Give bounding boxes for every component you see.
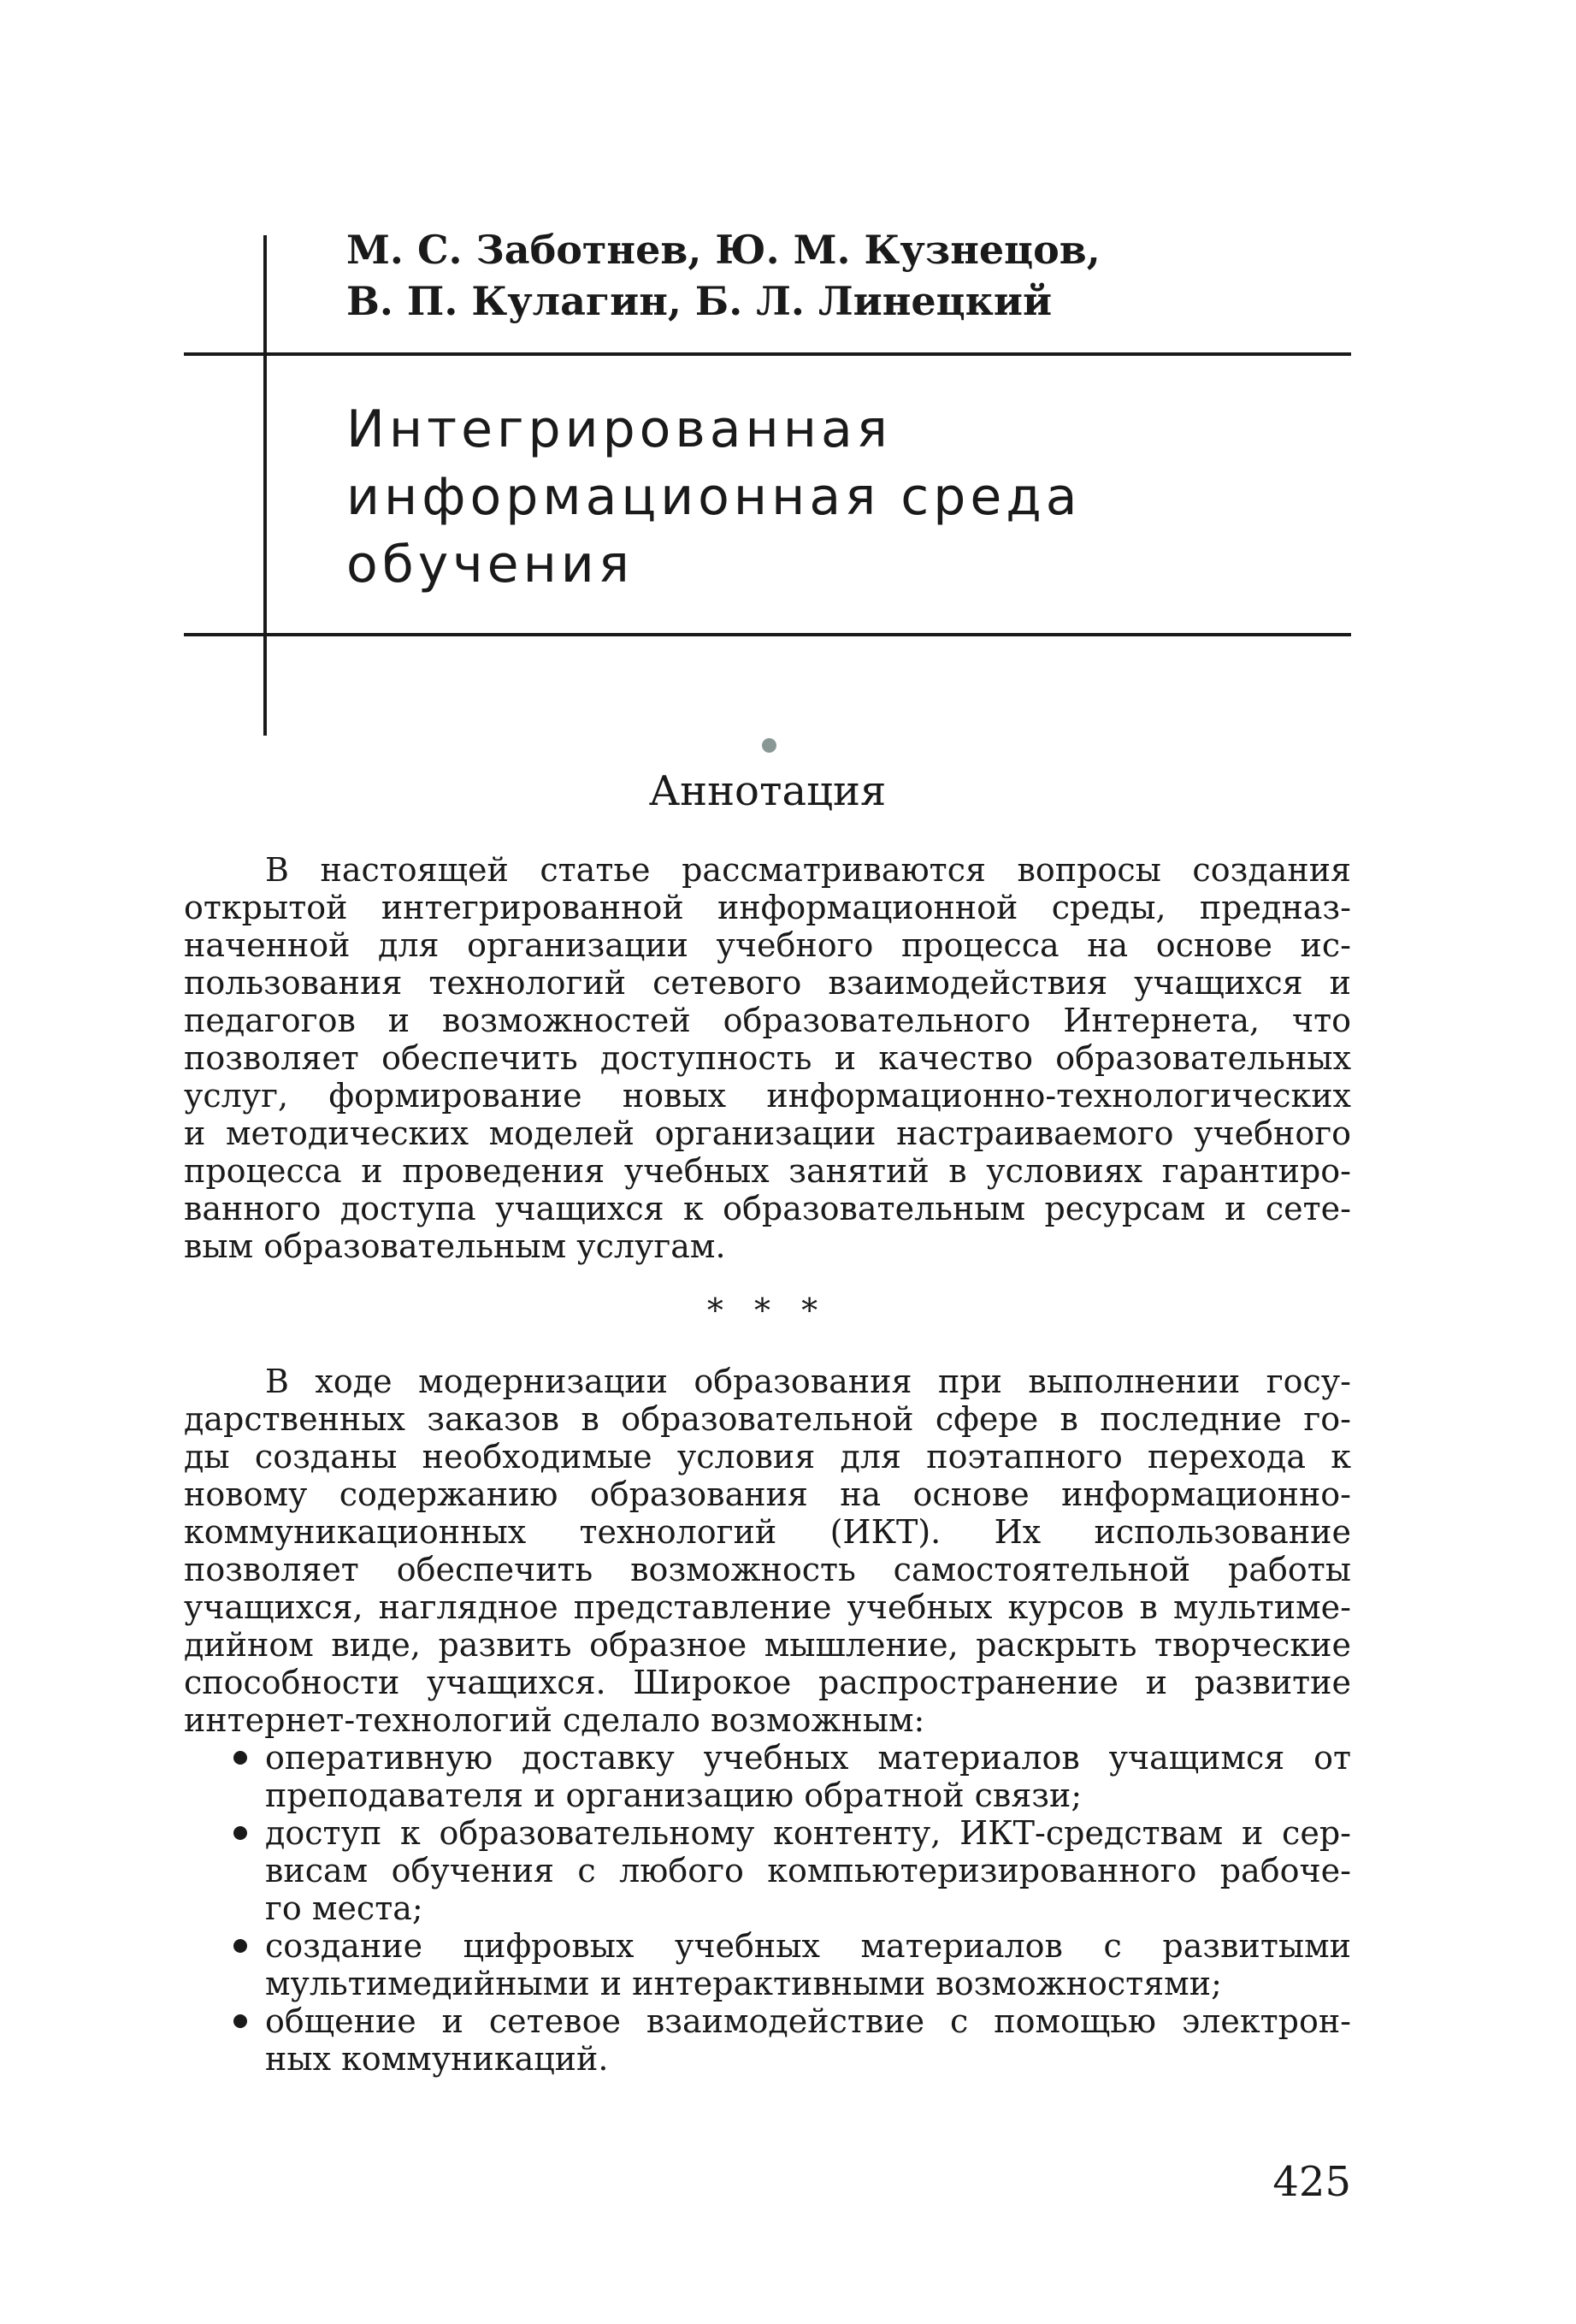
text-line: интернет-технологий сделало возможным:: [184, 1701, 925, 1739]
text-line: пользования технологий сетевого взаимодействия учащихся и: [184, 964, 1351, 1002]
text-line: и методических моделей организации настраиваемого учебного: [184, 1115, 1351, 1152]
text-line: мультимедийными и интерактивными возможностями;: [265, 1965, 1222, 2002]
text-line: ных коммуникаций.: [265, 2040, 609, 2078]
text-line: процесса и проведения учебных занятий в условиях гарантиро-: [184, 1152, 1351, 1190]
bullet-icon: [233, 1751, 247, 1765]
text-line: общение и сетевое взаимодействие с помощью электрон-: [265, 2002, 1351, 2040]
list-item: [184, 1927, 1351, 2002]
text-line: оперативную доставку учебных материалов учащимся от: [265, 1739, 1351, 1777]
bullet-icon: [233, 1939, 247, 1953]
body-paragraph: [184, 1363, 1351, 1739]
bullet-list: [184, 1739, 1351, 2078]
list-item: [184, 1814, 1351, 1927]
page-number: 425: [1272, 2158, 1351, 2206]
text-line: услуг, формирование новых информационно-технологических: [184, 1077, 1351, 1115]
bullet-icon: [233, 1826, 247, 1840]
text-line: наченной для организации учебного процесса на основе ис-: [184, 926, 1351, 964]
text-line: новому содержанию образования на основе информационно-: [184, 1475, 1351, 1513]
text-line: дийном виде, развить образное мышление, раскрыть творческие: [184, 1626, 1351, 1664]
text-line: дарственных заказов в образовательной сфере в последние го-: [184, 1400, 1351, 1438]
text-line: открытой интегрированной информационной среды, предназ-: [184, 889, 1351, 926]
bullet-icon: [233, 2014, 247, 2028]
text-line: коммуникационных технологий (ИКТ). Их использование: [184, 1513, 1351, 1551]
text-line: способности учащихся. Широкое распространение и развитие: [184, 1664, 1351, 1701]
authors: [346, 224, 1330, 327]
text-line: доступ к образовательному контенту, ИКТ-средствам и сер-: [265, 1814, 1351, 1852]
list-item: [184, 2002, 1351, 2078]
title-line: обучения: [346, 535, 634, 594]
list-item: [184, 1739, 1351, 1814]
text-line: позволяет обеспечить возможность самостоятельной работы: [184, 1551, 1351, 1588]
text-line: вым образовательным услугам.: [184, 1227, 726, 1265]
bottom-horizontal-rule: [184, 633, 1351, 636]
text-line: В ходе модернизации образования при выполнении госу-: [265, 1363, 1351, 1400]
vertical-rule: [263, 235, 267, 736]
title-line: информационная среда: [346, 467, 1082, 527]
text-line: создание цифровых учебных материалов с развитыми: [265, 1927, 1351, 1965]
text-line: педагогов и возможностей образовательного Интернета, что: [184, 1002, 1351, 1039]
text-line: висам обучения с любого компьютеризированного рабоче-: [265, 1852, 1351, 1889]
top-horizontal-rule: [184, 352, 1351, 356]
text-line: позволяет обеспечить доступность и качество образовательных: [184, 1039, 1351, 1077]
text-line: ванного доступа учащихся к образовательным ресурсам и сете-: [184, 1190, 1351, 1227]
authors-line: В. П. Кулагин, Б. Л. Линецкий: [346, 278, 1053, 324]
title-line: Интегрированная: [346, 399, 892, 459]
text-line: го места;: [265, 1889, 423, 1927]
section-separator: * * *: [706, 1292, 829, 1329]
annotation-paragraph: [184, 851, 1351, 1265]
text-line: В настоящей статье рассматриваются вопросы создания: [265, 851, 1351, 889]
text-line: преподавателя и организацию обратной связи;: [265, 1777, 1083, 1814]
article-title: [346, 396, 1330, 599]
annotation-heading: Аннотация: [648, 767, 887, 815]
text-line: учащихся, наглядное представление учебных курсов в мультиме-: [184, 1588, 1351, 1626]
text-line: ды созданы необходимые условия для поэтапного перехода к: [184, 1438, 1351, 1475]
authors-line: М. С. Заботнев, Ю. М. Кузнецов,: [346, 227, 1101, 273]
ornament-dot: [762, 738, 776, 753]
